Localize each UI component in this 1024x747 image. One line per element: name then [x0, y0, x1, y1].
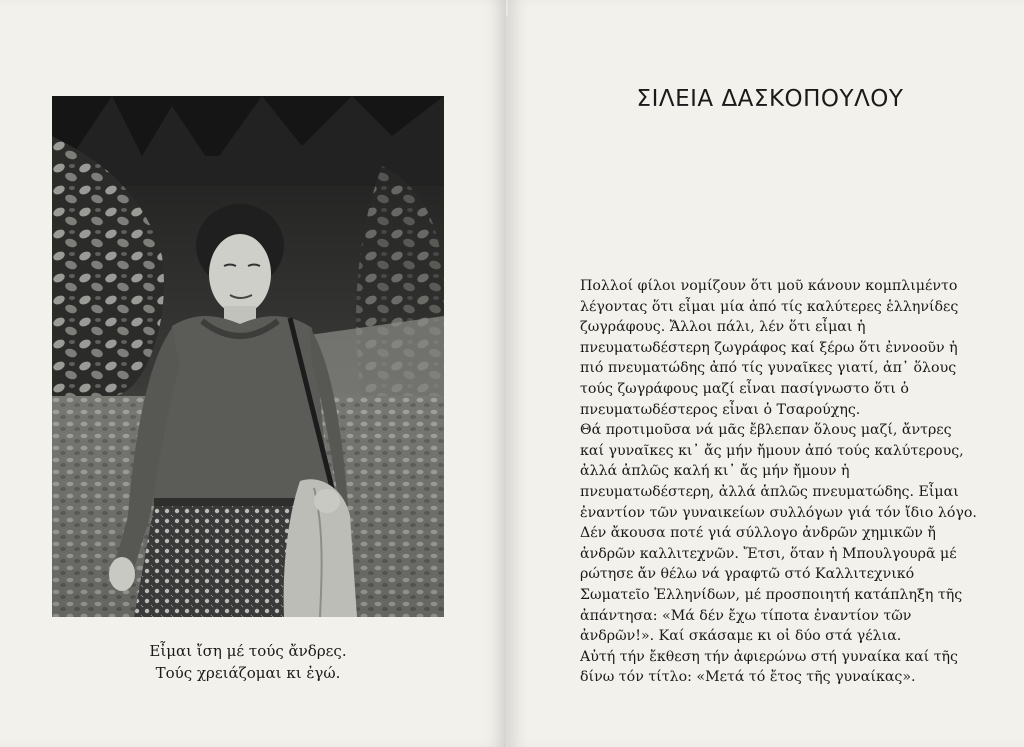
body-line: τούς ζωγράφους μαζί εἶναι πασίγνωστο ὅτι ὁ: [580, 380, 909, 397]
body-text: [580, 276, 1000, 688]
body-line: πνευματωδέστερος εἶναι ὁ Τσαρούχης.: [580, 401, 861, 418]
body-line: Σωματεῖο Ἑλληνίδων, μέ προσποιητή κατάπληξη τῆς: [580, 586, 963, 603]
body-line: ἀνδρῶν!». Καί σκάσαμε κι οἱ δύο στά γέλια.: [580, 628, 902, 645]
body-line: λέγοντας ὅτι εἶμαι μία ἀπό τίς καλύτερες ἑλληνίδες: [580, 298, 959, 315]
body-line: ρώτησε ἄν θέλω νά γραφτῶ στό Καλλιτεχνικό: [580, 566, 915, 583]
body-line: πιό πνευματώδης ἀπό τίς γυναῖκες γιατί, ἀπ᾿ ὅλους: [580, 360, 957, 377]
caption-line-2: Τούς χρειάζομαι κι ἐγώ.: [155, 664, 341, 682]
body-line: Δέν ἄκουσα ποτέ γιά σύλλογο ἀνδρῶν χημικῶν ἤ: [580, 525, 936, 542]
body-line: δίνω τόν τίτλο: «Μετά τό ἔτος τῆς γυναίκας».: [580, 669, 916, 686]
body-line: καί γυναῖκες κι᾿ ἄς μήν ἤμουν ἀπό τούς καλύτερους,: [580, 442, 964, 459]
body-line: Θά προτιμοῦσα νά μᾶς ἔβλεπαν ὅλους μαζί, ἄντρες: [580, 422, 952, 439]
body-line: πνευματωδέστερη ζωγράφος καί ξέρω ὅτι ἐννοοῦν ἡ: [580, 339, 958, 356]
body-line: ἐναντίον τῶν γυναικείων συλλόγων γιά τόν ἴδιο λόγο.: [580, 504, 977, 521]
body-line: πνευματωδέστερη, ἀλλά ἁπλῶς πνευματώδης. Εἶμαι: [580, 483, 959, 500]
caption-line-1: Εἶμαι ἴση μέ τούς ἄνδρες.: [149, 642, 347, 660]
body-line: Πολλοί φίλοι νομίζουν ὅτι μοῦ κάνουν κομπλιμέντο: [580, 278, 958, 294]
photo-caption: [52, 640, 444, 684]
body-line: ζωγράφους. Ἄλλοι πάλι, λέν ὅτι εἶμαι ἡ: [580, 319, 866, 336]
body-line: ἀπάντησα: «Μά δέν ἔχω τίποτα ἐναντίον τῶν: [580, 607, 912, 624]
body-line: Αὐτή τήν ἔκθεση τήν ἀφιερώνω στή γυναίκα καί τῆς: [580, 648, 958, 665]
page-title: ΣΙΛΕΙΑ ΔΑΣΚΟΠΟΥΛΟΥ: [636, 86, 904, 112]
portrait-photo: [52, 96, 444, 617]
body-line: ἀνδρῶν καλλιτεχνῶν. Ἔτσι, ὅταν ἡ Μπουλγουρᾶ μέ: [580, 545, 957, 562]
body-line: ἀλλά ἁπλῶς καλή κι᾿ ἄς μήν ἤμουν ἡ: [580, 463, 850, 480]
